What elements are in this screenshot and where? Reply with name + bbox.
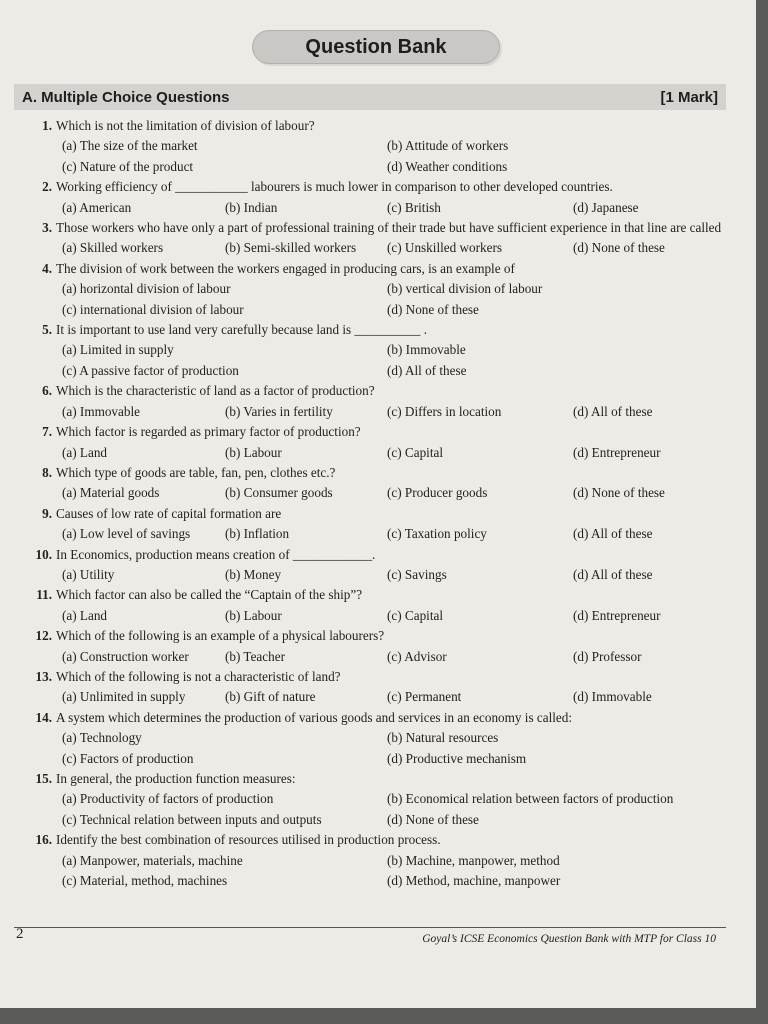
question-text: Working efficiency of ___________ labourers is much lower in comparison to other developed countries.: [56, 179, 613, 195]
question-stem: [14, 320, 730, 340]
answer-option: (c) Capital: [387, 444, 444, 460]
answer-option: (d) Japanese: [573, 199, 639, 215]
answer-option: (c) international division of labour: [62, 301, 244, 317]
answer-option: (b) Economical relation between factors of production: [387, 791, 674, 807]
answer-option: (a) Skilled workers: [62, 240, 164, 256]
answer-option: (d) None of these: [573, 240, 665, 256]
question-stem: [14, 504, 730, 524]
question-number: 3.: [42, 220, 52, 236]
answer-option: (c) Material, method, machines: [62, 873, 228, 889]
answer-option: (c) Capital: [387, 607, 444, 623]
question-number: 1.: [42, 118, 52, 133]
answer-option: (d) Weather conditions: [387, 158, 508, 174]
title-banner: [252, 30, 500, 64]
option-group: [62, 647, 730, 667]
answer-option: (a) Technology: [62, 730, 142, 746]
section-label: A. Multiple Choice Questions: [22, 88, 230, 106]
option-group: [62, 340, 730, 381]
question-item: [14, 626, 730, 667]
question-number: 15.: [35, 771, 52, 786]
answer-option: (a) Productivity of factors of production: [62, 791, 274, 807]
option-group: [62, 402, 730, 422]
question-text: Which of the following is an example of a physical labourers?: [56, 628, 385, 644]
answer-option: (a) horizontal division of labour: [62, 281, 231, 297]
question-stem: [14, 422, 730, 442]
question-item: [14, 708, 730, 769]
page-number: 2: [16, 926, 24, 942]
question-item: [14, 381, 730, 422]
option-group: [62, 279, 730, 320]
section-header: [14, 84, 726, 110]
answer-option: (c) Technical relation between inputs and outputs: [62, 811, 322, 827]
answer-option: (d) All of these: [387, 362, 467, 378]
question-stem: [14, 463, 730, 483]
option-group: [62, 565, 730, 585]
question-number: 14.: [35, 709, 52, 725]
answer-option: (d) None of these: [387, 811, 479, 827]
answer-option: (d) None of these: [387, 301, 479, 317]
question-text: Identify the best combination of resources utilised in production process.: [56, 832, 441, 848]
question-text: It is important to use land very carefully because land is __________ .: [56, 322, 427, 338]
answer-option: (d) Method, machine, manpower: [387, 873, 561, 889]
answer-option: (b) Money: [225, 566, 282, 582]
question-item: [14, 769, 730, 830]
answer-option: (b) Immovable: [387, 342, 466, 358]
answer-option: (a) Unlimited in supply: [62, 689, 186, 705]
page-title: Question Bank: [305, 35, 447, 58]
question-stem: [14, 585, 730, 605]
answer-option: (b) Labour: [225, 607, 282, 623]
answer-option: (c) Factors of production: [62, 750, 194, 766]
question-number: 9.: [42, 505, 52, 521]
answer-option: (d) All of these: [573, 526, 653, 542]
option-group: [62, 443, 730, 463]
answer-option: (a) American: [62, 199, 132, 215]
answer-option: (d) Professor: [573, 648, 642, 664]
answer-option: (d) Entrepreneur: [573, 444, 661, 460]
section-marks: [1 Mark]: [660, 88, 718, 106]
option-group: [62, 524, 730, 544]
answer-option: (b) Machine, manpower, method: [387, 852, 560, 868]
question-text: Which of the following is not a characteristic of land?: [56, 668, 341, 684]
question-text: In Economics, production means creation of ____________.: [56, 546, 376, 562]
answer-option: (a) Manpower, materials, machine: [62, 852, 243, 868]
answer-option: (c) Permanent: [387, 689, 462, 705]
answer-option: (c) Savings: [387, 566, 447, 582]
book-title: Goyal’s ICSE Economics Question Bank with MTP for Class 10: [422, 933, 716, 945]
question-stem: [14, 626, 730, 646]
question-text: Which factor can also be called the “Captain of the ship”?: [56, 587, 363, 603]
question-item: [14, 218, 730, 259]
footer-divider: [14, 927, 726, 928]
answer-option: (a) Low level of savings: [62, 526, 191, 542]
question-item: [14, 422, 730, 463]
answer-option: (c) A passive factor of production: [62, 362, 239, 378]
answer-option: (c) Taxation policy: [387, 526, 487, 542]
question-number: 8.: [42, 464, 52, 480]
answer-option: (d) Productive mechanism: [387, 750, 527, 766]
answer-option: (b) Attitude of workers: [387, 138, 509, 154]
question-number: 4.: [42, 260, 52, 276]
question-text: Causes of low rate of capital formation are: [56, 505, 282, 521]
question-item: [14, 463, 730, 504]
question-stem: [14, 218, 730, 238]
question-stem: [14, 830, 730, 850]
option-group: [62, 687, 730, 707]
question-number: 2.: [42, 179, 52, 195]
question-text: Which factor is regarded as primary factor of production?: [56, 424, 361, 440]
question-list: [14, 116, 730, 891]
question-item: [14, 320, 730, 381]
question-item: [14, 116, 730, 177]
answer-option: (b) Labour: [225, 444, 282, 460]
answer-option: (a) Construction worker: [62, 648, 189, 664]
option-group: [62, 606, 730, 626]
question-text: Which is not the limitation of division of labour?: [56, 118, 315, 133]
answer-option: (a) Land: [62, 607, 108, 623]
question-text: Which is the characteristic of land as a factor of production?: [56, 383, 375, 399]
option-group: [62, 238, 730, 258]
answer-option: (d) All of these: [573, 566, 653, 582]
question-text: Which type of goods are table, fan, pen, clothes etc.?: [56, 464, 336, 480]
answer-option: (a) Limited in supply: [62, 342, 174, 358]
answer-option: (c) British: [387, 199, 441, 215]
option-group: [62, 728, 730, 769]
answer-option: (d) None of these: [573, 485, 665, 501]
question-stem: [14, 177, 730, 197]
question-text: In general, the production function measures:: [56, 771, 296, 786]
question-stem: [14, 259, 730, 279]
question-stem: [14, 667, 730, 687]
question-stem: [14, 381, 730, 401]
question-item: [14, 830, 730, 891]
answer-option: (b) Indian: [225, 199, 278, 215]
answer-option: (d) Entrepreneur: [573, 607, 661, 623]
question-number: 13.: [35, 668, 52, 684]
question-item: [14, 585, 730, 626]
option-group: [62, 198, 730, 218]
answer-option: (b) Consumer goods: [225, 485, 333, 501]
question-number: 11.: [36, 587, 52, 603]
answer-option: (c) Differs in location: [387, 403, 502, 419]
question-number: 10.: [35, 546, 52, 562]
question-stem: [14, 708, 730, 728]
question-item: [14, 504, 730, 545]
answer-option: (b) vertical division of labour: [387, 281, 543, 297]
question-text: The division of work between the workers engaged in producing cars, is an example of: [56, 260, 515, 276]
answer-option: (a) The size of the market: [62, 138, 198, 154]
question-number: 12.: [35, 628, 52, 644]
option-group: [62, 136, 730, 177]
question-number: 7.: [42, 424, 52, 440]
question-number: 5.: [42, 322, 52, 338]
answer-option: (b) Semi-skilled workers: [225, 240, 357, 256]
question-item: [14, 545, 730, 586]
answer-option: (a) Utility: [62, 566, 115, 582]
option-group: [62, 851, 730, 892]
question-text: Those workers who have only a part of professional training of their trade but have sufficient experience in that line are called: [56, 220, 722, 236]
answer-option: (c) Nature of the product: [62, 158, 194, 174]
answer-option: (c) Producer goods: [387, 485, 488, 501]
answer-option: (b) Varies in fertility: [225, 403, 333, 419]
answer-option: (a) Land: [62, 444, 108, 460]
question-text: A system which determines the production of various goods and services in an economy is called:: [56, 709, 573, 725]
question-number: 6.: [42, 383, 52, 399]
answer-option: (c) Unskilled workers: [387, 240, 502, 256]
answer-option: (d) All of these: [573, 403, 653, 419]
question-number: 16.: [35, 832, 52, 848]
question-stem: [14, 545, 730, 565]
answer-option: (b) Teacher: [225, 648, 285, 664]
answer-option: (b) Inflation: [225, 526, 290, 542]
answer-option: (a) Material goods: [62, 485, 160, 501]
answer-option: (d) Immovable: [573, 689, 652, 705]
question-item: [14, 259, 730, 320]
question-item: [14, 177, 730, 218]
question-stem: [14, 116, 730, 136]
answer-option: (a) Immovable: [62, 403, 140, 419]
option-group: [62, 483, 730, 503]
answer-option: (c) Advisor: [387, 648, 447, 664]
answer-option: (b) Natural resources: [387, 730, 499, 746]
option-group: [62, 789, 730, 830]
question-stem: [14, 769, 730, 789]
question-item: [14, 667, 730, 708]
answer-option: (b) Gift of nature: [225, 689, 316, 705]
